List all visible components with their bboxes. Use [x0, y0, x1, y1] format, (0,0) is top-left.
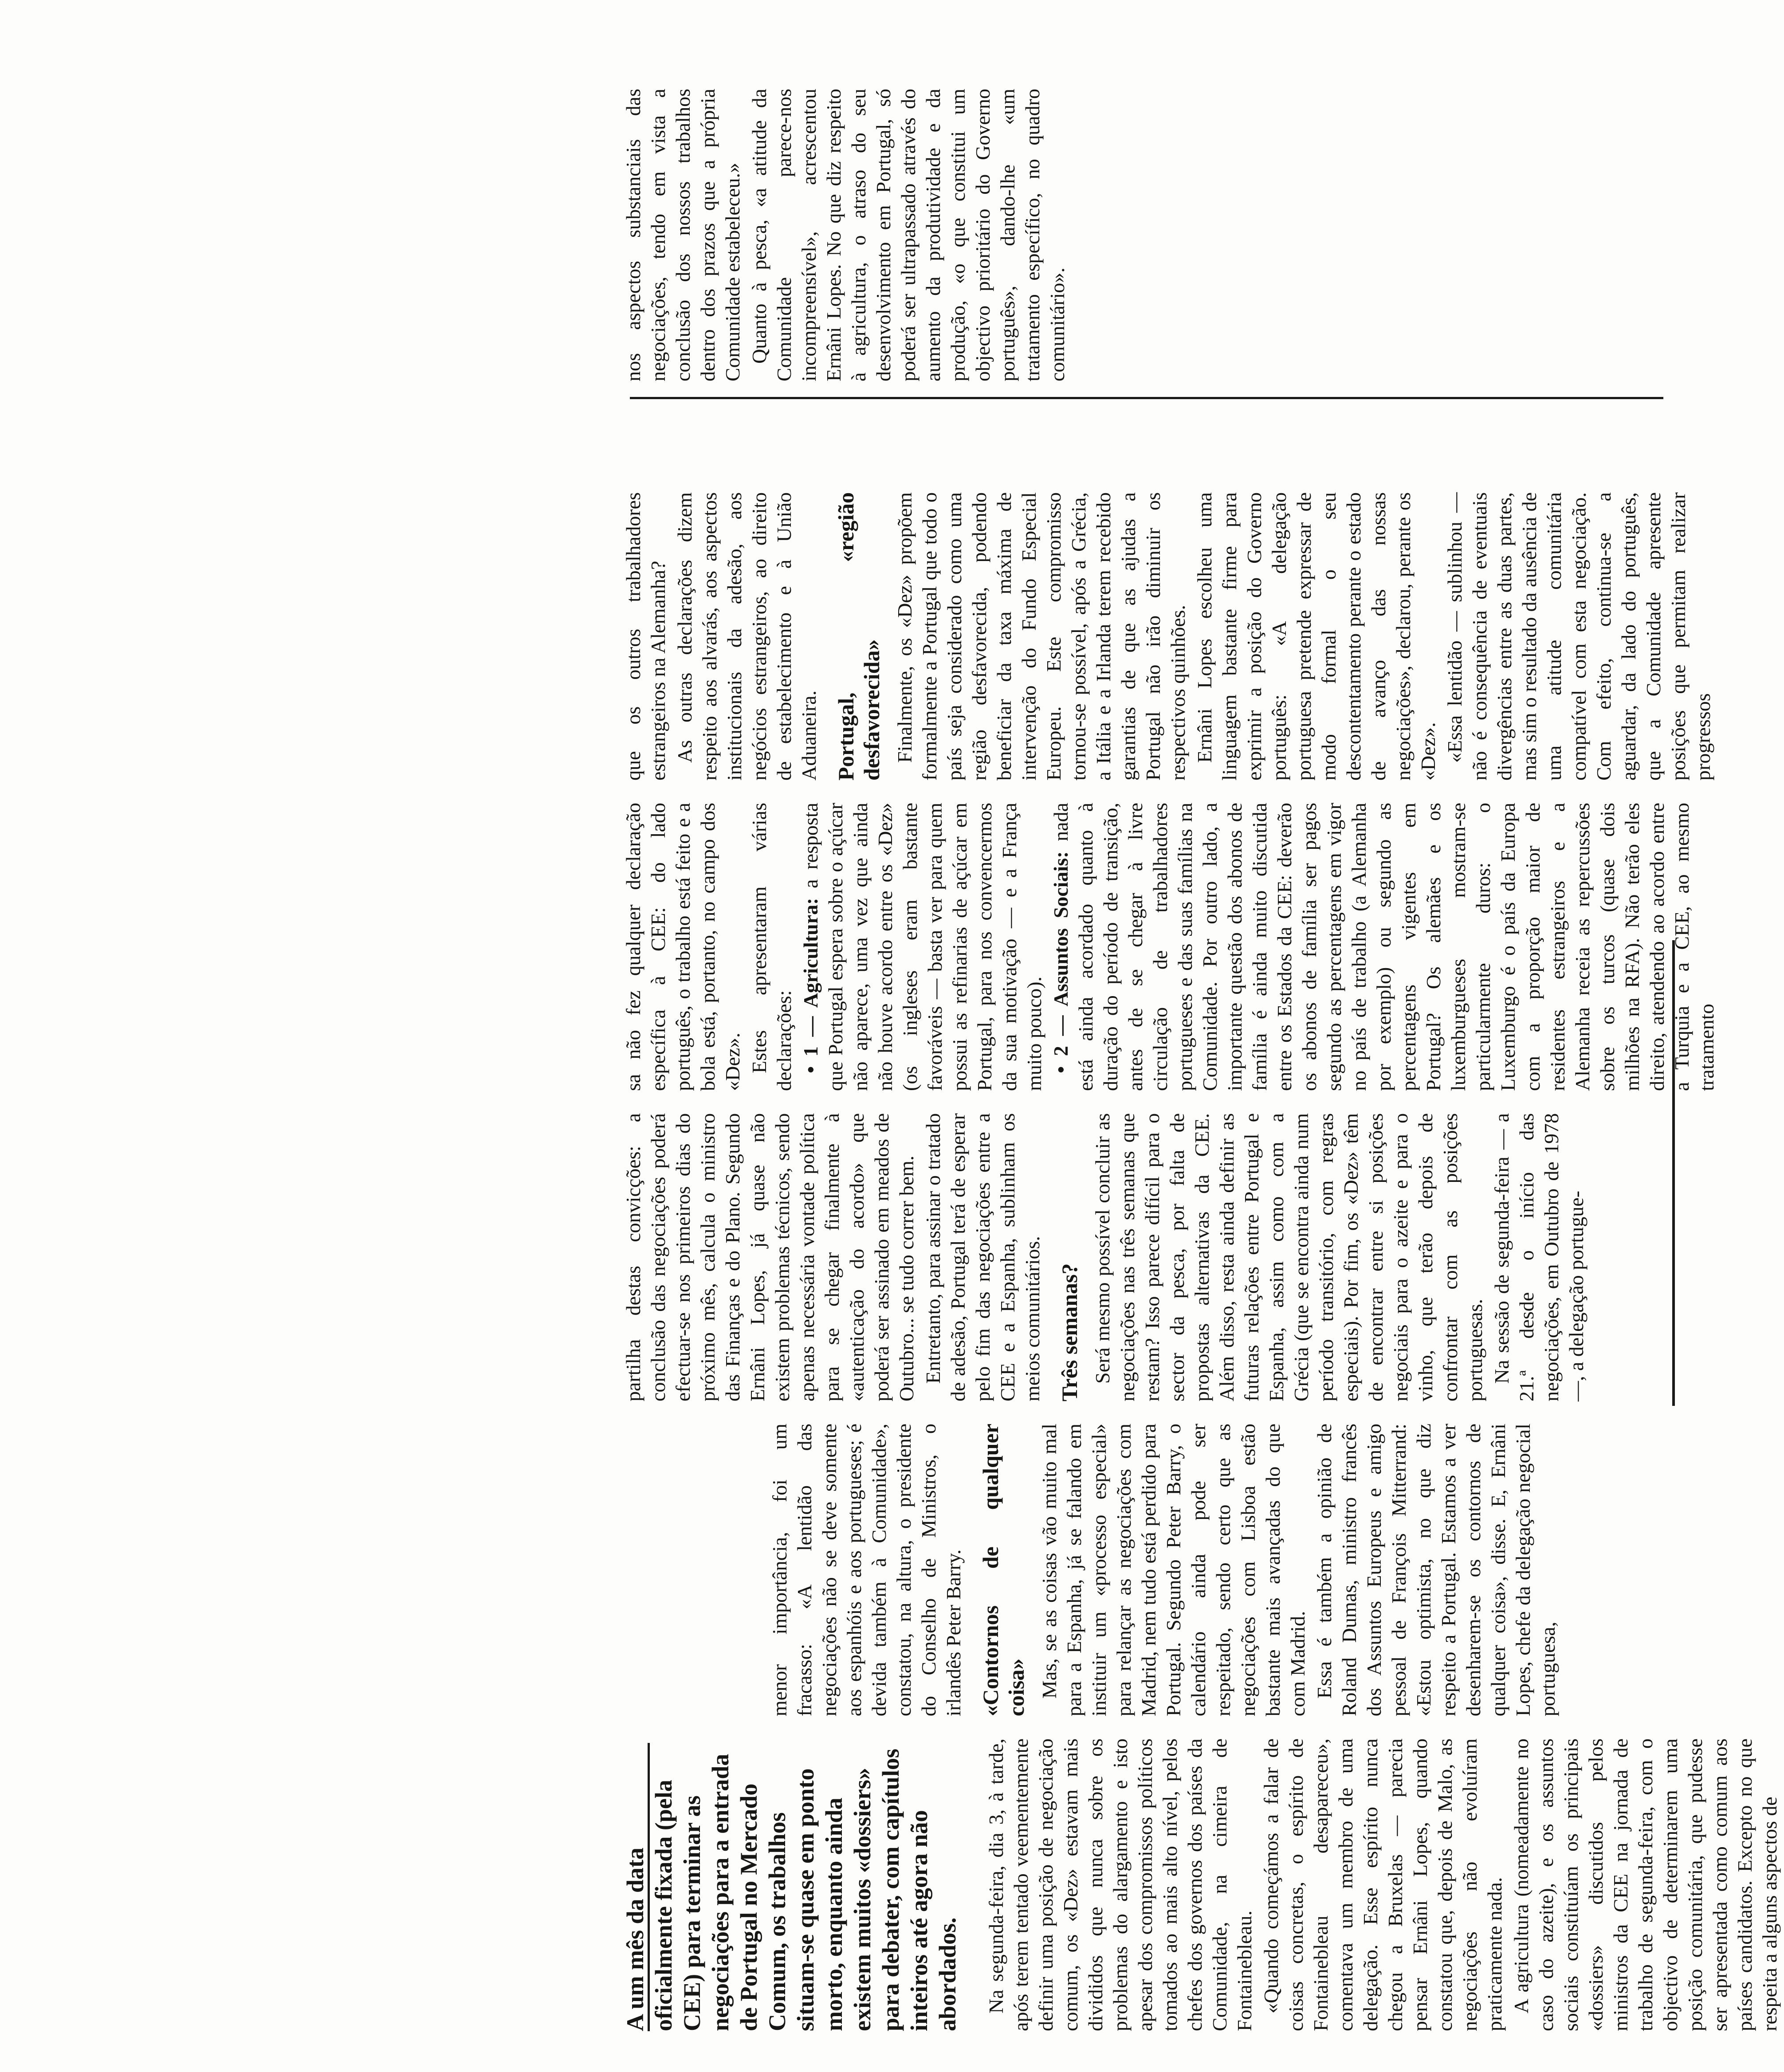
- paragraph: Quanto à pesca, «a atitude da Comunidade parece-nos incompreensível», acrescentou Ernâni Lopes. No que diz respeito à agricultura, o atraso do seu desenvolvimento em Portugal, só poderá ser ultrapassado através do aumento da produtividade e da produção, «o que constitui um objectivo prioritário do Governo português», dando-lhe «um tratamento específico, no quadro comunitário».: [748, 89, 1069, 381]
- newspaper-article: [621, 27, 1781, 2040]
- item-text: a resposta que Portugal espera sobre o açúcar não aparece, uma vez que ainda não houve acordo entre os «Dez» (os ingleses eram bastante favoráveis — basta ver para quem possui as refinarias de açúcar em Portugal, para nos convencermos da sua motivação — e a França muito pouco).: [799, 803, 1045, 1091]
- paragraph: sa não fez qualquer declaração específica à CEE: do lado português, o trabalho está feito e a bola está, portanto, no campo dos «Dez».: [622, 803, 744, 1091]
- column-3: [621, 1113, 1591, 1401]
- paragraph: Será mesmo possível concluir as negociações nas três semanas que restam? Isso parece difícil para o sector da pesca, por falta de propostas alternativas da CEE. Além disso, resta ainda definir as futuras relações entre Portugal e Espanha, assim como com a Grécia (que se encontra ainda num período transitório, com regras especiais). Por fim, os «Dez» têm de encontrar entre si posições negociais para o azeite e para o vinho, que terão depois de confrontar com as posições portuguesas.: [1091, 1113, 1486, 1401]
- paragraph: As outras declarações dizem respeito aos alvarás, aos aspectos institucionais da adesão, aos negócios estrangeiros, ao direito de estabelecimento e à União Aduaneira.: [673, 492, 820, 781]
- paragraph: A agricultura (nomeadamente no caso do azeite), e os assuntos sociais constituíam os principais «dossiers» discutidos pelos ministros da CEE na jornada de trabalho de segunda-feira, com o objectivo de determinarem uma posição comunitária, que pudesse ser apresentada como comum aos países candidatos. Excepto no que respeita a alguns aspectos de: [1510, 1738, 1781, 2031]
- paragraph: partilha destas convicções: a conclusão das negociações poderá efectuar-se nos primeiros dias do próximo mês, calcula o ministro das Finanças e do Plano. Segundo Ernâni Lopes, já quase não existem problemas técnicos, sendo apenas necessária vontade política para se chegar finalmente à «autenticação do acordo» que poderá ser assinado em meados de Outubro... se tudo correr bem.: [622, 1113, 918, 1401]
- paragraph: que os outros trabalhadores estrangeiros na Alemanha?: [622, 492, 669, 781]
- paragraph: [798, 803, 1047, 1091]
- column-4: [621, 803, 1721, 1091]
- item-text: nada está ainda acordado quanto à duração do período de transição, antes de se chegar à livre circulação de trabalhadores portugueses e das suas famílias na Comunidade. Por outro lado, a importante questão dos abonos de família é ainda muito discutida entre os Estados da CEE: deverão os abonos de família ser pagos segundo as percentagens em vigor no país de trabalho (a Alemanha por exemplo) ou segundo as percentagens vigentes em Portugal? Os alemães e os luxemburgueses mostram-se particularmente duros: o Luxemburgo é o país da Europa com a proporção maior de residentes estrangeiros e a Alemanha receia as repercussões sobre os turcos (quase dois milhões na RFA). Não terão eles direito, atendendo ao acordo entre a Turquia e a CEE, ao mesmo tratamento: [1049, 803, 1718, 1091]
- paragraph: Na sessão de segunda-feira — a 21.ª desde o início das negociações, em Outubro de 1978 —, a delegação portugue-: [1490, 1113, 1588, 1401]
- paragraph: [1049, 803, 1719, 1091]
- paragraph: Estes apresentaram várias declarações:: [748, 803, 795, 1091]
- column-1: [621, 1738, 1784, 2031]
- crosshead: Três semanas?: [1057, 1263, 1082, 1401]
- crosshead: Portugal, «região desfavorecida»: [833, 492, 884, 781]
- paragraph: Finalmente, os «Dez» propõem formalmente a Portugal que todo o país seja considerado como uma região desfavorecida, podendo beneficiar da taxa máxima de intervenção do Fundo Especial Europeu. Este compromisso tornou-se possível, após a Grécia, a Itália e a Irlanda terem recebido garantias de que as ajudas a Portugal não irão diminuir os respectivos quinhões.: [893, 492, 1189, 781]
- paragraph: Na segunda-feira, dia 3, à tarde, após terem tentado veementemente definir uma posição de negociação comum, os «Dez» estavam mais divididos que nunca sobre os problemas do alargamento e isto apesar dos compromissos políticos tomados ao mais alto nível, pelos chefes dos governos dos países da Comunidade, na cimeira de Fontainebleau.: [985, 1738, 1256, 2031]
- column-rule: [630, 397, 1663, 399]
- paragraph: Essa é também a opinião de Roland Dumas, ministro francês dos Assuntos Europeus e amigo pessoal de François Mitterrand: «Estou optimista, no que diz respeito a Portugal. Estamos a ver desenharem-se os contornos de qualquer coisa», disse. E, Ernâni Lopes, chefe da delegação negocial portuguesa,: [1313, 1424, 1559, 1716]
- paragraph: «Quando começámos a falar de coisas concretas, o espírito de Fontainebleau desapareceu», comentava um membro de uma delegação. Esse espírito nunca chegou a Bruxelas — parecia pensar Ernâni Lopes, quando constatou que, depois de Malo, as negociações não evoluíram praticamente nada.: [1260, 1738, 1506, 2031]
- article-lead: A um mês da data oficialmente fixada (pela CEE) para terminar as negociações para a entrada de Portugal no Mercado Comum, os trabalhos situam-se quase em ponto morto, enquanto ainda existem muitos «dossiers» para debater, com capítulos inteiros até agora não abordados.: [622, 1749, 961, 2031]
- paragraph: Ernâni Lopes escolheu uma linguagem bastante firme para exprimir a posição do Governo português: «A delegação portuguesa pretende expressar de modo formal o seu descontentamento perante o estado de avanço das nossas negociações», declarou, perante os «Dez».: [1193, 492, 1439, 781]
- column-2: [767, 1424, 1562, 1716]
- paragraph: menor importância, foi um fracasso: «A lentidão das negociações não se deve somente aos espanhóis e aos portugueses; é devida também à Comunidade», constatou, na altura, o presidente do Conselho de Ministros, o irlandês Peter Barry.: [768, 1424, 965, 1716]
- crosshead: «Contornos de qualquer coisa»: [978, 1424, 1029, 1716]
- paragraph: Entretanto, para assinar o tratado de adesão, Portugal terá de esperar pelo fim das negociações entre a CEE e a Espanha, sublinham os meios comunitários.: [922, 1113, 1044, 1401]
- column-6: [621, 89, 1072, 381]
- paragraph: Mas, se as coisas vão muito mal para a Espanha, já se falando em instituir um «processo especial» para relançar as negociações com Madrid, nem tudo está perdido para Portugal. Segundo Peter Barry, o calendário ainda pode ser respeitado, sendo certo que as negociações com Lisboa estão bastante mais avançadas do que com Madrid.: [1038, 1424, 1309, 1716]
- item-label: • 1 — Agricultura:: [799, 898, 822, 1073]
- paragraph: nos aspectos substanciais das negociações, tendo em vista a conclusão dos nossos trabalhos dentro dos prazos que a própria Comunidade estabeleceu.»: [622, 89, 744, 381]
- column-5: [621, 492, 1717, 781]
- paragraph: «Essa lentidão — sublinhou — não é consequência de eventuais divergências entre as duas partes, mas sim o resultado da ausência de uma atitude comunitária compatível com esta negociação. Com efeito, continua-se a aguardar, da lado do português, que a Comunidade apresente posições que permitam realizar progressos: [1443, 492, 1714, 781]
- item-label: • 2 — Assuntos Sociais:: [1049, 851, 1072, 1073]
